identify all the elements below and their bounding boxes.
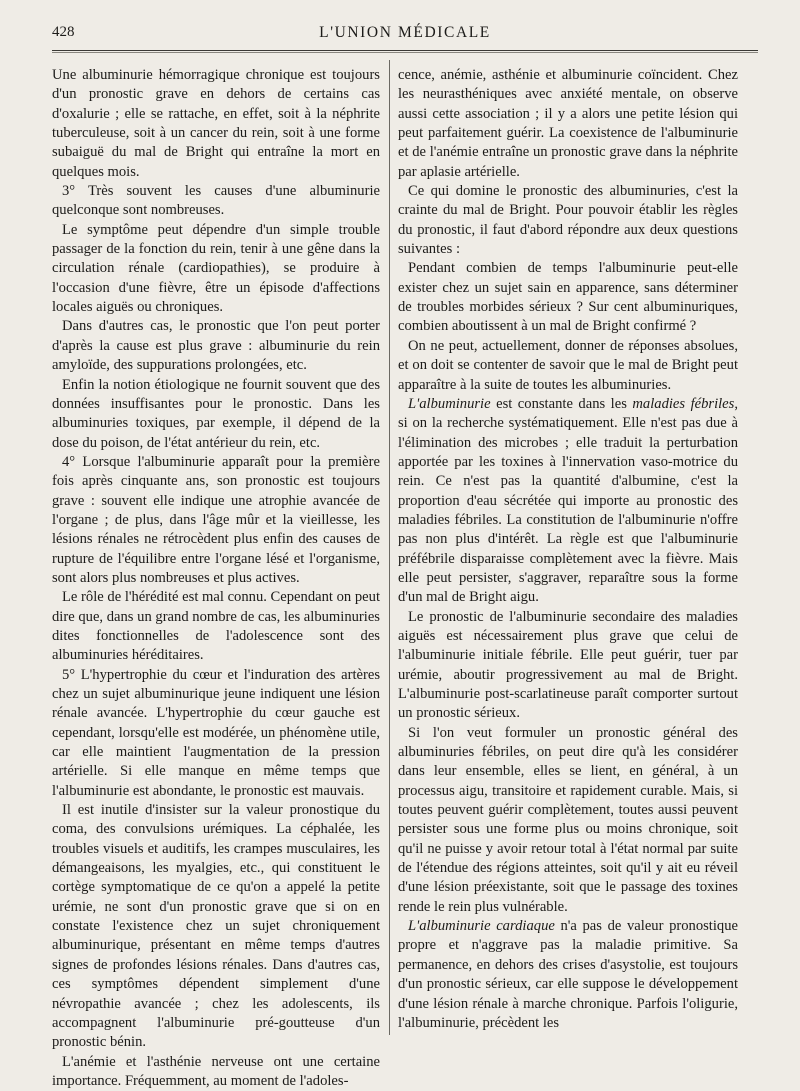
paragraph: Pendant combien de temps l'albuminurie peut-elle exister chez un sujet sain en apparence, sans déterminer de troubles morbides sérieux ? Sur cent albuminuriques, combien aboutissent à un mal de Bright confirmé ?	[398, 260, 738, 335]
paragraph: Le rôle de l'hérédité est mal connu. Cependant on peut dire que, dans un grand nombre de cas, les albuminuries dites fonctionnelles de l'adolescence sont des albuminuries héréditaires.	[52, 589, 380, 664]
paragraph-febrile	[398, 395, 738, 608]
header-rule	[52, 50, 758, 51]
right-column	[398, 66, 738, 1041]
italic-text: albuminurie	[419, 395, 491, 412]
italic-text: L'	[408, 395, 420, 412]
text-segment: est constante dans les	[490, 395, 633, 412]
header-rule-secondary	[52, 52, 758, 53]
paragraph-cardiac	[398, 917, 738, 1033]
paragraph: On ne peut, actuellement, donner de réponses absolues, et on doit se contenter de savoir que le mal de Bright peut apparaître à la suite de toutes les albuminuries.	[398, 337, 738, 393]
paragraph: 3° Très souvent les causes d'une albuminurie quelconque sont nombreuses.	[52, 183, 380, 219]
page-header	[52, 22, 758, 50]
running-title: L'UNION MÉDICALE	[319, 24, 491, 41]
paragraph: Dans d'autres cas, le pronostic que l'on peut porter d'après la cause est plus grave : albuminurie du rein amyloïde, des suppurations prolongées, etc.	[52, 318, 380, 374]
paragraph: Une albuminurie hémorragique chronique est toujours d'un pronostic grave en dehors de certains cas d'oxalurie ; elle se rattache, en effet, soit à la néphrite tuberculeuse, soit à un cancer du rein, soit à une forme subaiguë du mal de Bright qui entraîne la mort en quelques mois.	[52, 67, 380, 180]
italic-text: L'albuminurie cardiaque	[408, 918, 555, 935]
paragraph: L'anémie et l'asthénie nerveuse ont une certaine importance. Fréquemment, au moment de l'adoles-	[52, 1053, 380, 1089]
paragraph: Le symptôme peut dépendre d'un simple trouble passager de la fonction du rein, tenir à une gêne dans la circulation rénale (cardiopathies), se produire à l'occasion d'une fièvre, être un épisode d'affections locales aiguës ou chroniques.	[52, 221, 380, 316]
paragraph: Enfin la notion étiologique ne fournit souvent que des données insuffisantes pour le pronostic. Dans les albuminuries toxiques, par exemple, il dépend de la dose du poison, de l'état antérieur du rein, etc.	[52, 376, 380, 451]
paragraph: Le pronostic de l'albuminurie secondaire des maladies aiguës est nécessairement plus grave que celui de l'albuminurie initiale fébrile. Elle peut guérir, tuer par urémie, aboutir progressivement au mal de Bright. L'albuminurie post-scarlatineuse paraît comporter surtout un pronostic sérieux.	[398, 608, 738, 722]
paragraph: Ce qui domine le pronostic des albuminuries, c'est la crainte du mal de Bright. Pour pouvoir établir les règles du pronostic, il faut d'abord répondre aux deux questions suivantes :	[398, 183, 738, 258]
text-segment: n'a pas de valeur pronostique propre et n'aggrave pas la maladie primitive. Sa permanence, en dehors des crises d'asystolie, est toujours d'un pronostic sérieux, car elle suppose le développement d'une lésion rénale à marche chronique. Parfois l'oligurie, l'albuminurie, précèdent les	[398, 918, 738, 1031]
paragraph: 5° L'hypertrophie du cœur et l'induration des artères chez un sujet albuminurique jeune indiquent une lésion rénale avancée. L'hypertrophie du cœur gauche est cependant, lorsqu'elle est modérée, un phénomène utile, car elle maintient l'augmentation de la pression artérielle. Si elle manque en même temps que l'albuminurie est abondante, le pronostic est mauvais.	[52, 666, 380, 799]
italic-text: maladies fébriles	[632, 395, 735, 412]
column-divider	[389, 60, 390, 1035]
paragraph: Si l'on veut formuler un pronostic général des albuminuries fébriles, on peut dire qu'à les considérer dans leur ensemble, elles se lient, en général, à un processus aigu, transitoire et rapidement curable. Mais, si toutes peuvent guérir complètement, toutes aussi peuvent persister sous une forme plus ou moins chronique, soit qu'il ne puisse y avoir retour total à l'état normal par suite de l'étendue des régions atteintes, soit qu'il y ait eu réveil d'une lésion préexistante, soit que le passage des toxines rende le rein plus vulnérable.	[398, 724, 738, 915]
paragraph: Il est inutile d'insister sur la valeur pronostique du coma, des convulsions urémiques. La céphalée, les troubles visuels et auditifs, les crampes musculaires, les démangeaisons, les myalgies, etc., qui constituent le cortège symptomatique de ce qu'on a appelé la petite urémie, ne sont d'un pronostic grave que si on en constate l'existence chez un sujet chroniquement albuminurique, présentant en même temps d'autres signes de profondes lésions rénales. Dans d'autres cas, ces symptômes dépendent simplement d'une névropathie avancée ; chez les adolescents, ils accompagnent l'albuminurie pré-goutteuse d'un pronostic bénin.	[52, 802, 380, 1051]
paragraph: 4° Lorsque l'albuminurie apparaît pour la première fois après cinquante ans, son pronostic est toujours grave : souvent elle indique une atrophie avancée de l'organe ; de plus, dans l'âge mûr et la vieillesse, les lésions rénales ne rétrocèdent plus enfin des causes de rupture de l'équilibre entre l'organe lésé et l'organisme, sont alors plus nombreuses et plus actives.	[52, 453, 380, 586]
page-number: 428	[52, 24, 75, 40]
left-column	[52, 66, 380, 1089]
paragraph: cence, anémie, asthénie et albuminurie coïncident. Chez les neurasthéniques avec anxiété mentale, on observe aussi cette association ; il y a alors une petite lésion qui peut parfaitement guérir. La coexistence de l'albuminurie et de l'anémie entraîne un pronostic grave dans la néphrite par aplasie artérielle.	[398, 67, 738, 180]
text-segment: , si on la recherche systématiquement. Elle n'est pas due à l'élimination des microbes ; elle traduit la perturbation apportée par les toxines à l'innervation vaso-motrice du rein. Ce n'est pas la quantité d'albumine, c'est la proportion d'eau sécrétée qui importe au pronostic des maladies fébriles. La constitution de l'albuminurie n'offre pas non plus d'intérêt. La règle est que l'albuminurie préfébrile disparaisse complètement avec la fièvre. Mais elle peut persister, s'aggraver, reparaître sous la forme d'un mal de Bright aigu.	[398, 395, 738, 606]
